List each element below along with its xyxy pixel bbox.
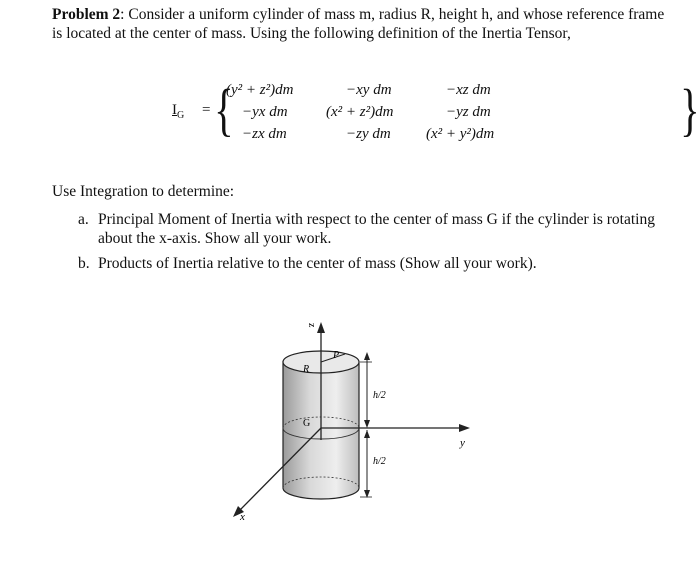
- tensor-cell-zx: −zx dm: [242, 126, 287, 142]
- label-x: x: [240, 511, 245, 523]
- left-brace: {: [214, 77, 234, 142]
- label-h-bottom: h/2: [373, 456, 386, 467]
- label-P: P: [333, 350, 340, 361]
- label-y: y: [460, 437, 465, 449]
- equals-sign: =: [202, 102, 211, 118]
- problem-label: Problem 2: [52, 6, 121, 23]
- tensor-cell-yx: −yx dm: [242, 104, 288, 120]
- item-label: a.: [78, 211, 89, 228]
- tensor-subscript: G: [177, 110, 185, 121]
- item-text: Products of Inertia relative to the center of mass (Show all your work).: [98, 255, 537, 272]
- z-axis-arrowhead: [317, 322, 325, 333]
- upper-dim-arrow-bottom: [364, 420, 370, 428]
- label-h-top: h/2: [373, 390, 386, 401]
- tensor-cell-zy: −zy dm: [346, 126, 391, 142]
- tensor-cell-yy: (x² + z²)dm: [326, 104, 394, 120]
- tensor-cell-zz: (x² + y²)dm: [426, 126, 495, 142]
- task-lead: Use Integration to determine:: [52, 183, 235, 200]
- tensor-symbol: I: [172, 102, 177, 118]
- lower-dim-arrow-top: [364, 430, 370, 438]
- label-z: z: [306, 323, 317, 328]
- problem-intro: : Consider a uniform cylinder of mass m, radius R, height h, and whose reference frame is located at the center of mass. Using the following definition of the Inertia Tensor,: [52, 6, 665, 42]
- right-brace: }: [680, 77, 700, 142]
- tensor-cell-xx: (y² + z²)dm: [226, 82, 294, 98]
- label-G: G: [303, 418, 311, 429]
- y-axis-arrowhead: [459, 424, 470, 432]
- item-label: b.: [78, 255, 90, 272]
- label-R: R: [303, 364, 310, 375]
- item-text: Principal Moment of Inertia with respect to the center of mass G if the cylinder is rotating about the x-axis. Show all your work.: [98, 211, 655, 247]
- tensor-cell-xy: −xy dm: [346, 82, 392, 98]
- upper-dim-arrow-top: [364, 352, 370, 360]
- tensor-cell-yz: −yz dm: [446, 104, 491, 120]
- tensor-cell-xz: −xz dm: [446, 82, 491, 98]
